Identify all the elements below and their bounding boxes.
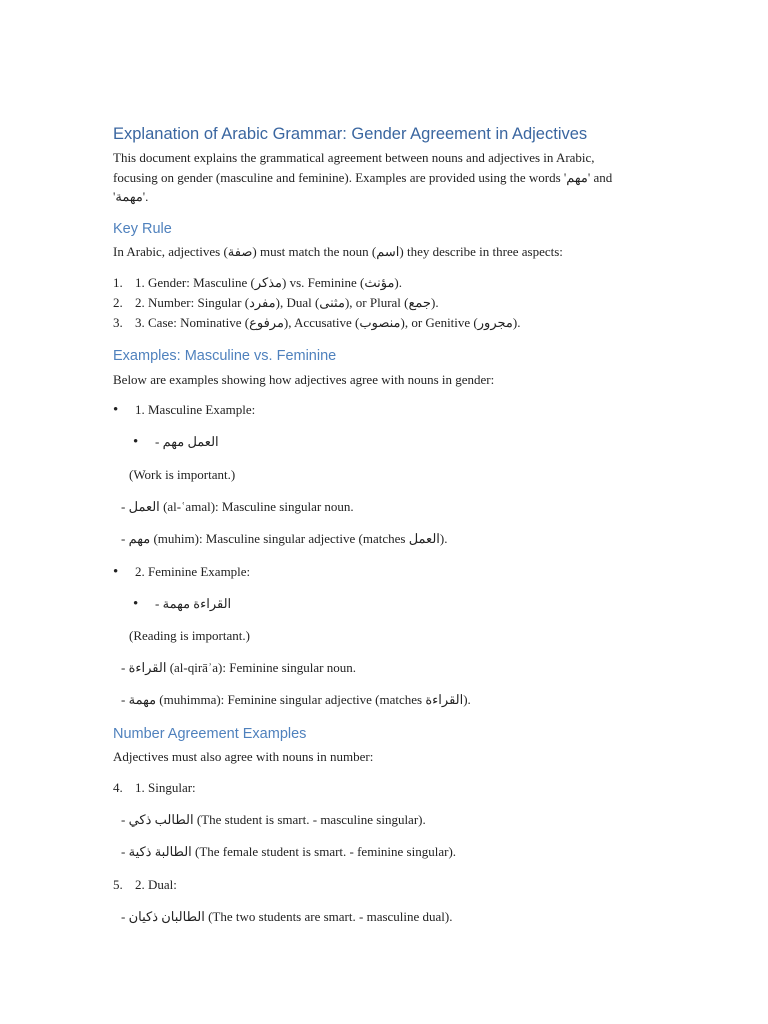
rule-item-case: 3. 3. Case: Nominative (مرفوع), Accusative (منصوب), or Genitive (مجرور). — [113, 315, 521, 330]
key-rule-heading: Key Rule — [113, 221, 172, 237]
document-title: Explanation of Arabic Grammar: Gender Agreement in Adjectives — [113, 125, 588, 143]
bullet-icon: • — [113, 402, 119, 418]
intro-paragraph: This document explains the grammatical agreement between nouns and adjectives in Arabic, focusing on gender (masculine and feminine). Examples are provided using the words 'مهم' and 'مهمة'. — [113, 150, 613, 204]
rule-item-gender: 1. 1. Gender: Masculine (مذكر) vs. Feminine (مؤنث). — [113, 275, 402, 290]
masc-noun-note: - العمل (al-ʿamal): Masculine singular noun. — [121, 499, 354, 514]
fem-translation: (Reading is important.) — [129, 628, 250, 643]
masc-sentence-item: • - العمل مهم — [133, 434, 219, 450]
examples-text: Below are examples showing how adjectives agree with nouns in gender: — [113, 372, 495, 387]
bullet-icon: • — [133, 596, 139, 612]
key-rule-text: In Arabic, adjectives (صفة) must match the noun (اسم) they describe in three aspects: — [113, 244, 563, 259]
masc-adj-note: - مهم (muhim): Masculine singular adjective (matches العمل). — [121, 531, 448, 546]
dual-item: 5. 2. Dual: — [113, 877, 177, 892]
bullet-icon: • — [133, 434, 139, 450]
fem-sentence-item: • - القراءة مهمة — [133, 596, 232, 612]
rule-item-number: 2. 2. Number: Singular (مفرد), Dual (مثنى), or Plural (جمع). — [113, 295, 439, 310]
dual-masc-example: - الطالبان ذكيان (The two students are smart. - masculine dual). — [121, 909, 453, 924]
singular-item: 4. 1. Singular: — [113, 780, 196, 795]
singular-fem-example: - الطالبة ذكية (The female student is smart. - feminine singular). — [121, 844, 457, 859]
masc-translation: (Work is important.) — [129, 467, 236, 482]
bullet-icon: • — [113, 564, 119, 580]
fem-adj-note: - مهمة (muhimma): Feminine singular adjective (matches القراءة). — [121, 692, 471, 707]
examples-heading: Examples: Masculine vs. Feminine — [113, 348, 337, 364]
masc-example-item: • 1. Masculine Example: — [113, 402, 256, 418]
number-heading: Number Agreement Examples — [113, 726, 307, 742]
singular-masc-example: - الطالب ذكي (The student is smart. - masculine singular). — [121, 812, 426, 827]
fem-example-item: • 2. Feminine Example: — [113, 564, 251, 580]
fem-noun-note: - القراءة (al-qirāʾa): Feminine singular noun. — [121, 660, 356, 675]
number-text: Adjectives must also agree with nouns in number: — [113, 749, 374, 764]
